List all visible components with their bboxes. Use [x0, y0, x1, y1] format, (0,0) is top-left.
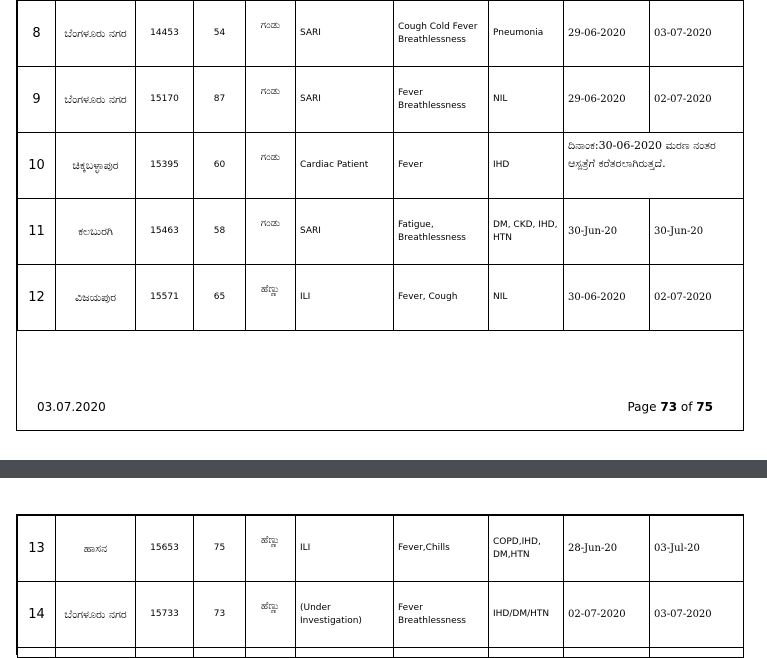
patient-id-cell: 15170 — [136, 67, 194, 133]
age-cell: 75 — [194, 516, 246, 582]
district-cell: ಬೆಂಗಳೂರು ನಗರ — [56, 582, 136, 648]
page-74-frame — [16, 514, 744, 655]
sex-cell: ಹೆಣ್ಣು — [246, 516, 296, 582]
row-number: 9 — [18, 67, 56, 133]
comorbidity-cell: IHD/DM/HTN — [489, 582, 564, 648]
age-cell: 54 — [194, 1, 246, 67]
death-date-cell: 03-07-2020 — [650, 1, 744, 67]
sex-cell: ಗಂಡು — [246, 1, 296, 67]
district-cell: ಚಿಕ್ಕಬಳ್ಳಾಪುರ — [56, 133, 136, 199]
row-number: 13 — [18, 516, 56, 582]
document-page-74 — [0, 478, 767, 654]
district-cell: ಬೆಂಗಳೂರು ನಗರ — [56, 67, 136, 133]
case-type-cell: SARI — [296, 67, 394, 133]
page-label: Page — [627, 400, 657, 414]
age-cell: 60 — [194, 133, 246, 199]
table-row — [18, 133, 744, 199]
symptoms-cell: Fever Breathlessness — [394, 67, 489, 133]
case-type-cell: SARI — [296, 199, 394, 265]
page-current: 73 — [660, 400, 678, 414]
admission-date-cell: 02-07-2020 — [564, 582, 650, 648]
admission-date-cell: 29-06-2020 — [564, 1, 650, 67]
sex-cell: ಗಂಡು — [246, 199, 296, 265]
row-number: 11 — [18, 199, 56, 265]
admission-date-cell: 30-Jun-20 — [564, 199, 650, 265]
symptoms-cell: Fatigue, Breathlessness — [394, 199, 489, 265]
row-number: 10 — [18, 133, 56, 199]
case-type-cell: ILI — [296, 265, 394, 331]
death-date-cell: 03-07-2020 — [650, 582, 744, 648]
sex-cell: ಗಂಡು — [246, 67, 296, 133]
symptoms-cell: Fever, Cough — [394, 265, 489, 331]
patient-id-cell: 15463 — [136, 199, 194, 265]
remarks-cell: ದಿನಾಂಕ:30-06-2020 ಮರಣ ನಂತರ ಆಸ್ಪತ್ರೆಗೆ ಕರೆತರಲಾಗಿರುತ್ತದೆ. — [564, 133, 744, 199]
age-cell: 87 — [194, 67, 246, 133]
symptoms-cell: Fever Breathlessness — [394, 582, 489, 648]
table-row — [18, 582, 744, 648]
death-date-cell: 03-Jul-20 — [650, 516, 744, 582]
case-type-cell: SARI — [296, 1, 394, 67]
sex-cell: ಗಂಡು — [246, 133, 296, 199]
symptoms-cell: Fever — [394, 133, 489, 199]
admission-date-cell: 28-Jun-20 — [564, 516, 650, 582]
comorbidity-cell: IHD — [489, 133, 564, 199]
table-row — [18, 199, 744, 265]
page-total: 75 — [696, 400, 713, 414]
patient-id-cell: 14453 — [136, 1, 194, 67]
symptoms-cell: Cough Cold Fever Breathlessness — [394, 1, 489, 67]
age-cell: 65 — [194, 265, 246, 331]
row-number: 12 — [18, 265, 56, 331]
sex-cell: ಹೆಣ್ಣು — [246, 582, 296, 648]
patient-id-cell: 15733 — [136, 582, 194, 648]
table-row — [18, 67, 744, 133]
age-cell: 58 — [194, 199, 246, 265]
death-date-cell: 02-07-2020 — [650, 265, 744, 331]
patient-id-cell: 15571 — [136, 265, 194, 331]
table-row — [18, 1, 744, 67]
admission-date-cell: 30-06-2020 — [564, 265, 650, 331]
row-number: 14 — [18, 582, 56, 648]
symptoms-cell: Fever,Chills — [394, 516, 489, 582]
page-number — [627, 400, 713, 414]
page-separator — [0, 460, 767, 478]
district-cell: ಹಾಸನ — [56, 516, 136, 582]
table-row — [18, 516, 744, 582]
deaths-table-page-74 — [17, 515, 744, 658]
table-row — [18, 265, 744, 331]
case-type-cell: Cardiac Patient — [296, 133, 394, 199]
sex-cell: ಹೆಣ್ಣು — [246, 265, 296, 331]
table-row — [18, 648, 744, 658]
page-of-label: of — [680, 400, 693, 414]
case-type-cell: ILI — [296, 516, 394, 582]
admission-date-cell: 29-06-2020 — [564, 67, 650, 133]
patient-id-cell: 15653 — [136, 516, 194, 582]
district-cell: ವಿಜಯಪುರ — [56, 265, 136, 331]
age-cell: 73 — [194, 582, 246, 648]
district-cell: ಕಲಬುರಗಿ — [56, 199, 136, 265]
comorbidity-cell: NIL — [489, 265, 564, 331]
page-73-frame — [16, 0, 744, 431]
district-cell: ಬೆಂಗಳೂರು ನಗರ — [56, 1, 136, 67]
deaths-table-page-73 — [17, 0, 744, 331]
row-number: 8 — [18, 1, 56, 67]
comorbidity-cell: Pneumonia — [489, 1, 564, 67]
footer-date: 03.07.2020 — [37, 400, 106, 414]
comorbidity-cell: COPD,IHD, DM,HTN — [489, 516, 564, 582]
case-type-cell: (Under Investigation) — [296, 582, 394, 648]
death-date-cell: 30-Jun-20 — [650, 199, 744, 265]
comorbidity-cell: DM, CKD, IHD, HTN — [489, 199, 564, 265]
death-date-cell: 02-07-2020 — [650, 67, 744, 133]
comorbidity-cell: NIL — [489, 67, 564, 133]
patient-id-cell: 15395 — [136, 133, 194, 199]
